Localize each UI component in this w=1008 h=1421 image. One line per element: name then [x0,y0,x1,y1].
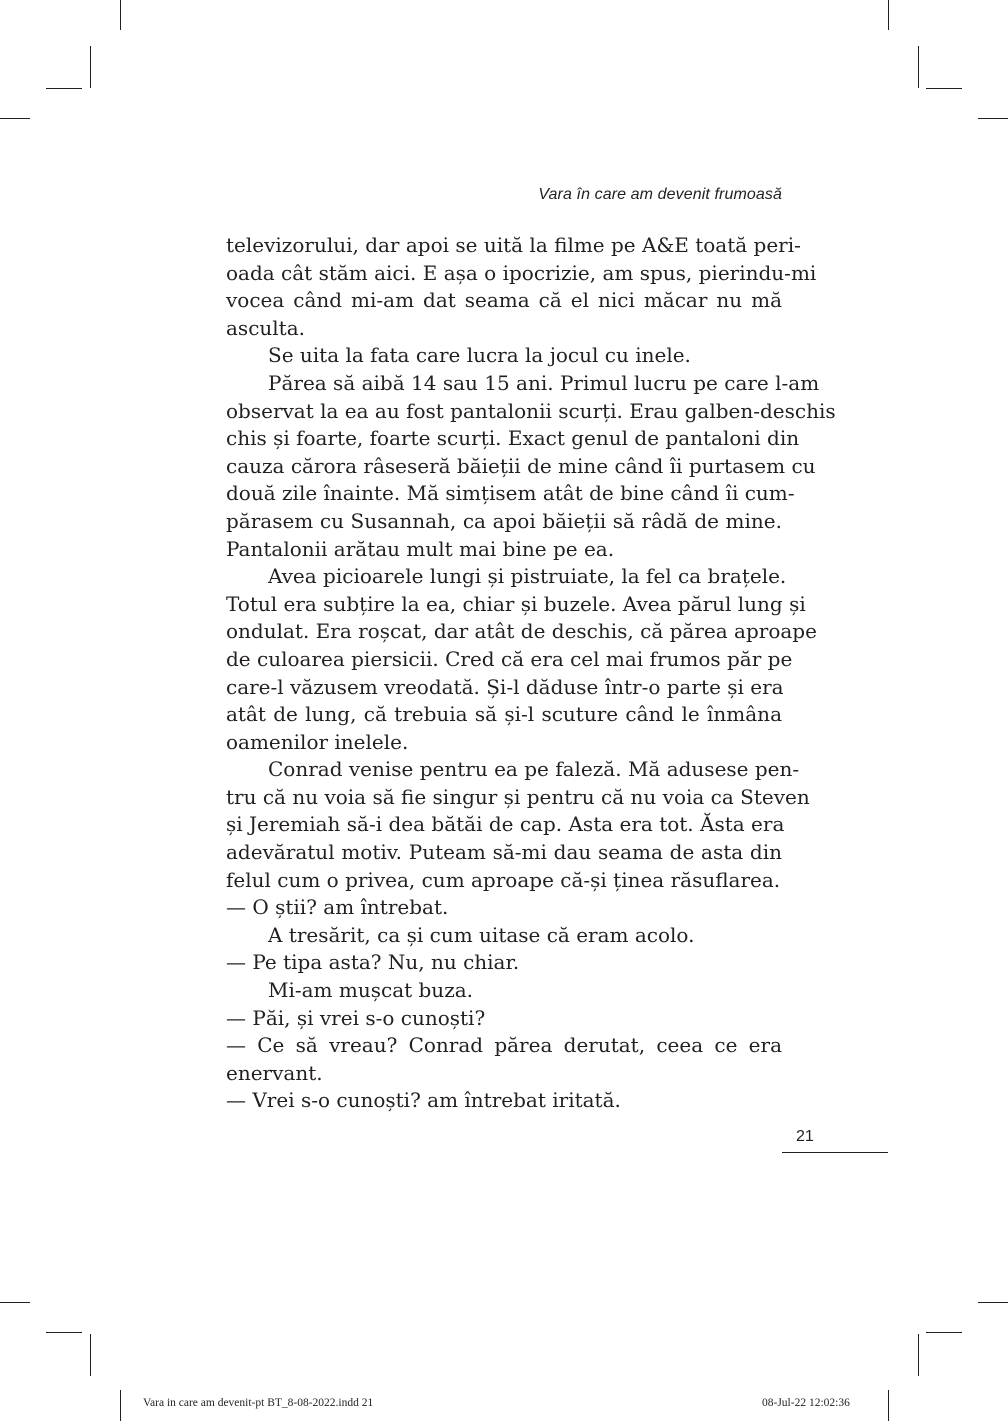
crop-mark [978,118,1008,119]
text-line: tru că nu voia să fie singur și pentru că nu voia ca Steven [226,784,810,809]
text-line: asculta. [226,315,305,340]
text-line: adevăratul motiv. Puteam să-mi dau seama de asta din [226,840,782,865]
crop-mark [90,46,91,88]
text-line: părasem cu Susannah, ca apoi băieții să râdă de mine. [226,508,782,533]
dialogue-line: — Vrei s-o cunoști? am întrebat iritată. [226,1088,621,1113]
dialogue-line: — Păi, și vrei s-o cunoști? [226,1005,486,1030]
crop-mark [0,118,30,119]
text-line: televizorului, dar apoi se uită la filme pe A&E toată peri- [226,233,801,257]
text-line: Conrad venise pentru ea pe faleză. Mă adusese pen- [268,757,800,782]
crop-mark [46,88,82,89]
text-line: Mi-am mușcat buza. [268,978,474,1003]
text-line: vocea când mi-am dat seama că el nici măcar nu mă [226,288,782,313]
text-line: enervant. [226,1060,323,1085]
text-line: Părea să aibă 14 sau 15 ani. Primul lucru pe care l-am [268,370,820,395]
text-line: Pantalonii arătau mult mai bine pe ea. [226,536,615,561]
dialogue-line: — Pe tipa asta? Nu, nu chiar. [226,950,520,975]
slug-date-info: 08-Jul-22 12:02:36 [762,1397,850,1409]
text-line: Totul era subțire la ea, chiar și buzele. Avea părul lung și [226,591,806,616]
text-line: observat la ea au fost pantalonii scurți. Erau galben-deschis [226,398,836,423]
body-text [226,232,836,1115]
text-line: oamenilor inelele. [226,729,409,754]
text-line: de culoarea piersicii. Cred că era cel mai frumos păr pe [226,646,793,671]
text-line: felul cum o privea, cum aproape că-și ținea răsuflarea. [226,867,781,892]
text-line: oada cât stăm aici. E așa o ipocrizie, am spus, pierindu-mi [226,260,817,285]
crop-mark [120,0,121,30]
crop-mark [926,88,962,89]
crop-mark [978,1302,1008,1303]
crop-mark [0,1302,30,1303]
slug-file-info: Vara in care am devenit-pt BT_8-08-2022.indd 21 [143,1397,374,1409]
text-line: care-l văzusem vreodată. Și-l dăduse într-o parte și era [226,674,784,699]
text-line: A tresărit, ca și cum uitase că eram acolo. [268,922,695,947]
crop-mark [46,1332,82,1333]
running-header: Vara în care am devenit frumoasă [538,186,782,203]
folio-rule [782,1152,888,1153]
crop-mark [120,1390,121,1421]
crop-mark [926,1332,962,1333]
crop-mark [918,1334,919,1376]
crop-mark [918,46,919,88]
text-line: chis și foarte, foarte scurți. Exact genul de pantaloni din [226,426,800,451]
text-line: Se uita la fata care lucra la jocul cu inele. [268,343,691,368]
text-line: și Jeremiah să-i dea bătăi de cap. Asta era tot. Ăsta era [226,812,785,837]
dialogue-line: — Ce să vreau? Conrad părea derutat, ceea ce era [226,1033,782,1058]
text-line: Avea picioarele lungi și pistruiate, la fel ca brațele. [268,564,787,589]
text-line: cauza cărora râseseră băieții de mine când îi purtasem cu [226,453,816,478]
page-number: 21 [796,1128,814,1145]
dialogue-line: — O știi? am întrebat. [226,895,449,920]
text-line: ondulat. Era roșcat, dar atât de deschis, că părea aproape [226,619,817,644]
crop-mark [888,0,889,30]
crop-mark [90,1334,91,1376]
crop-mark [888,1390,889,1421]
text-line: două zile înainte. Mă simțisem atât de bine când îi cum- [226,481,795,506]
text-line: atât de lung, că trebuia să și-l scuture când le înmâna [226,702,782,727]
